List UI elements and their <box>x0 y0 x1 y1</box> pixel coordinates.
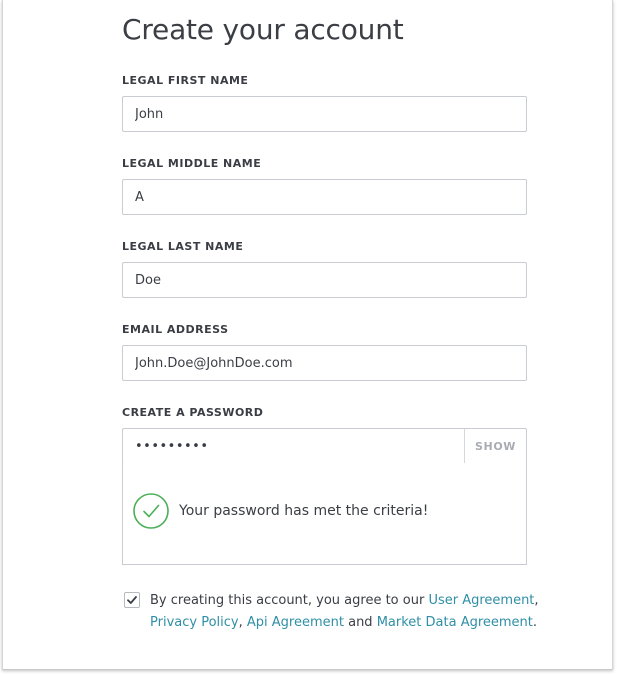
agreement-intro: By creating this account, you agree to our <box>150 593 429 608</box>
first-name-label: LEGAL FIRST NAME <box>122 74 249 87</box>
first-name-input[interactable] <box>123 97 526 131</box>
password-label: CREATE A PASSWORD <box>122 406 264 419</box>
middle-name-input[interactable] <box>123 180 526 214</box>
api-agreement-link[interactable]: Api Agreement <box>246 615 344 630</box>
last-name-label: LEGAL LAST NAME <box>122 240 244 253</box>
password-field-box <box>122 428 527 464</box>
agreement-sep-4: . <box>532 615 538 630</box>
market-data-agreement-link[interactable]: Market Data Agreement <box>376 615 533 630</box>
user-agreement-link[interactable]: User Agreement <box>428 593 535 608</box>
agree-checkbox[interactable] <box>124 592 140 608</box>
password-criteria-message: Your password has met the criteria! <box>179 503 429 519</box>
window-frame <box>2 0 613 670</box>
show-password-button[interactable]: SHOW <box>464 429 526 463</box>
password-input[interactable] <box>123 429 464 463</box>
page-title: Create your account <box>122 13 404 46</box>
middle-name-label: LEGAL MIDDLE NAME <box>122 157 262 170</box>
email-input[interactable] <box>123 346 526 380</box>
last-name-input[interactable] <box>123 263 526 297</box>
privacy-policy-link[interactable]: Privacy Policy <box>150 615 239 630</box>
password-criteria-panel <box>122 463 527 565</box>
first-name-field-box <box>122 96 527 132</box>
middle-name-field-box <box>122 179 527 215</box>
agreement-sep-3: and <box>343 615 377 630</box>
last-name-field-box <box>122 262 527 298</box>
email-label: EMAIL ADDRESS <box>122 323 229 336</box>
agreement-sep-2: , <box>238 615 247 630</box>
checkmark-icon <box>126 594 138 606</box>
email-field-box <box>122 345 527 381</box>
agreement-sep-1: , <box>534 593 539 608</box>
agreement-text <box>150 590 540 634</box>
check-circle-icon <box>133 493 169 529</box>
